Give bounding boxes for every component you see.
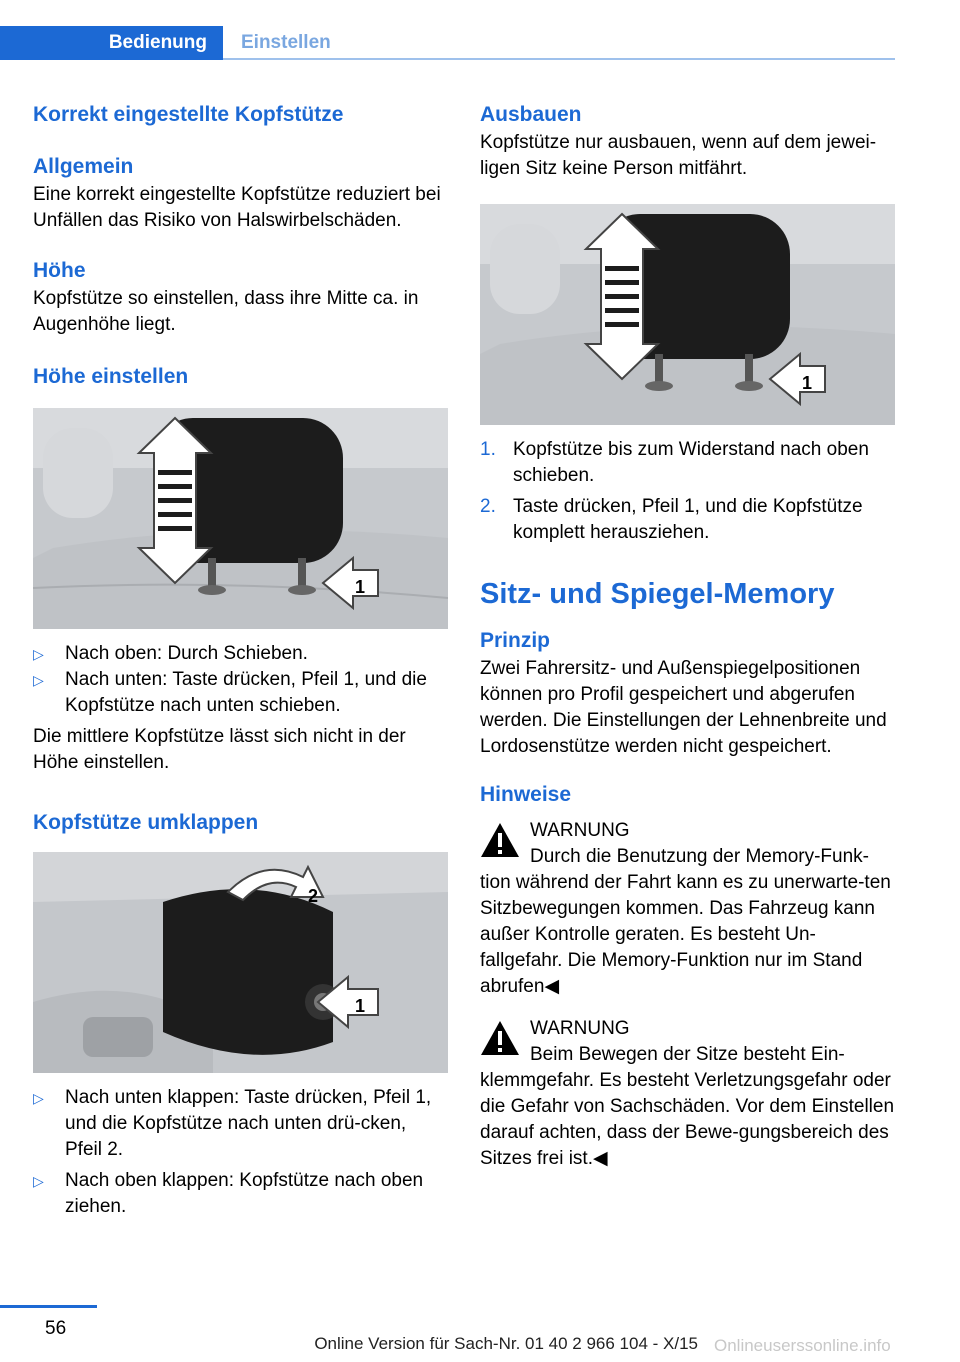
hoehe-heading: Höhe — [33, 259, 86, 282]
warning-triangle-icon — [480, 822, 520, 858]
tab-bedienung[interactable]: Bedienung — [0, 26, 223, 60]
list-item: ▷ Nach oben klappen: Kopfstütze nach oben ziehen. — [33, 1170, 424, 1217]
warning-2-first-line: Beim Bewegen der Sitze besteht Ein‐ — [530, 1044, 845, 1065]
headrest-height-figure — [33, 408, 448, 629]
prinzip-text: Zwei Fahrersitz- und Außenspiegelpositionen können pro Profil gespeichert und abgerufen werden. Die Einstellungen der Lehnenbreite und Lordosenstütze werden nicht gespeichert. — [480, 658, 887, 757]
list-item: ▷ Nach unten: Taste drücken, Pfeil 1, und die Kopfstütze nach unten schieben. — [33, 669, 427, 716]
headrest-fold-figure — [33, 852, 448, 1073]
tab-einstellen[interactable]: Einstellen — [241, 32, 331, 53]
triangle-bullet-icon: ▷ — [33, 1173, 44, 1189]
figure-label-1: 1 — [355, 996, 366, 1016]
section-title: Korrekt eingestellte Kopfstütze — [33, 103, 344, 126]
allgemein-text: Eine korrekt eingestellte Kopfstütze reduziert bei Unfällen das Risiko von Halswirbelschäden. — [33, 184, 441, 231]
warning-1 — [480, 818, 895, 1000]
warning-1-text: tion während der Fahrt kann es zu unerwarte‐ten Sitzbewegungen kommen. Das Fahrzeug kann außer Kontrolle geraten. Es besteht Un‐fallgefahr. Die Memory-Funktion nur im Stand abrufen◀ — [480, 872, 891, 997]
watermark: Onlineuserssonline.info — [714, 1336, 891, 1355]
mittlere-text: Die mittlere Kopfstütze lässt sich nicht in der Höhe einstellen. — [33, 726, 406, 773]
page-number: 56 — [45, 1318, 67, 1339]
ausbauen-text: Kopfstütze nur ausbauen, wenn auf dem jewei‐ligen Sitz keine Person mitfährt. — [480, 132, 877, 179]
headrest-remove-figure — [480, 204, 895, 425]
triangle-bullet-icon: ▷ — [33, 1090, 44, 1106]
hoehe-einstellen-heading: Höhe einstellen — [33, 365, 189, 388]
warning-1-first-line: Durch die Benutzung der Memory-Funk‐ — [530, 846, 869, 867]
warning-2 — [480, 1016, 895, 1172]
list-item: ▷ Nach oben: Durch Schieben. — [33, 641, 448, 667]
warning-2-title: WARNUNG — [530, 1018, 630, 1039]
footer-line — [0, 1305, 97, 1308]
hinweise-heading: Hinweise — [480, 783, 572, 806]
triangle-bullet-icon: ▷ — [33, 646, 44, 662]
list-item: 1. Kopfstütze bis zum Widerstand nach oben schieben. — [480, 439, 869, 486]
left-column — [33, 100, 448, 1220]
warning-triangle-icon — [480, 1020, 520, 1056]
warning-1-title: WARNUNG — [530, 820, 630, 841]
hoehe-bullet-list — [33, 641, 448, 719]
figure-label-1: 1 — [802, 373, 813, 393]
header-divider — [223, 58, 895, 60]
list-item: 2. Taste drücken, Pfeil 1, und die Kopfstütze komplett herausziehen. — [480, 496, 863, 543]
ausbauen-heading: Ausbauen — [480, 103, 582, 126]
figure-label-2: 2 — [308, 886, 319, 906]
hoehe-text: Kopfstütze so einstellen, dass ihre Mitte ca. in Augenhöhe liegt. — [33, 288, 419, 335]
memory-heading: Sitz- und Spiegel-Memory — [480, 578, 835, 610]
umklappen-bullet-list — [33, 1085, 448, 1220]
triangle-bullet-icon: ▷ — [33, 672, 44, 688]
umklappen-heading: Kopfstütze umklappen — [33, 811, 259, 834]
online-version: Online Version für Sach-Nr. 01 40 2 966 104 - X/15 — [314, 1334, 698, 1353]
warning-2-text: klemmgefahr. Es besteht Verletzungsgefahr oder die Gefahr von Sachschäden. Vor dem Einstellen darauf achten, dass der Bewe‐gungsbereich des Sitzes frei ist.◀ — [480, 1070, 895, 1169]
ausbauen-steps — [480, 437, 895, 546]
allgemein-heading: Allgemein — [33, 155, 134, 178]
prinzip-heading: Prinzip — [480, 629, 551, 652]
header-tabs — [0, 26, 895, 60]
right-column — [480, 100, 895, 1172]
figure-label-1: 1 — [355, 577, 366, 597]
list-item: ▷ Nach unten klappen: Taste drücken, Pfeil 1, und die Kopfstütze nach unten drü‐cken, Pfeil 2. — [33, 1087, 432, 1160]
